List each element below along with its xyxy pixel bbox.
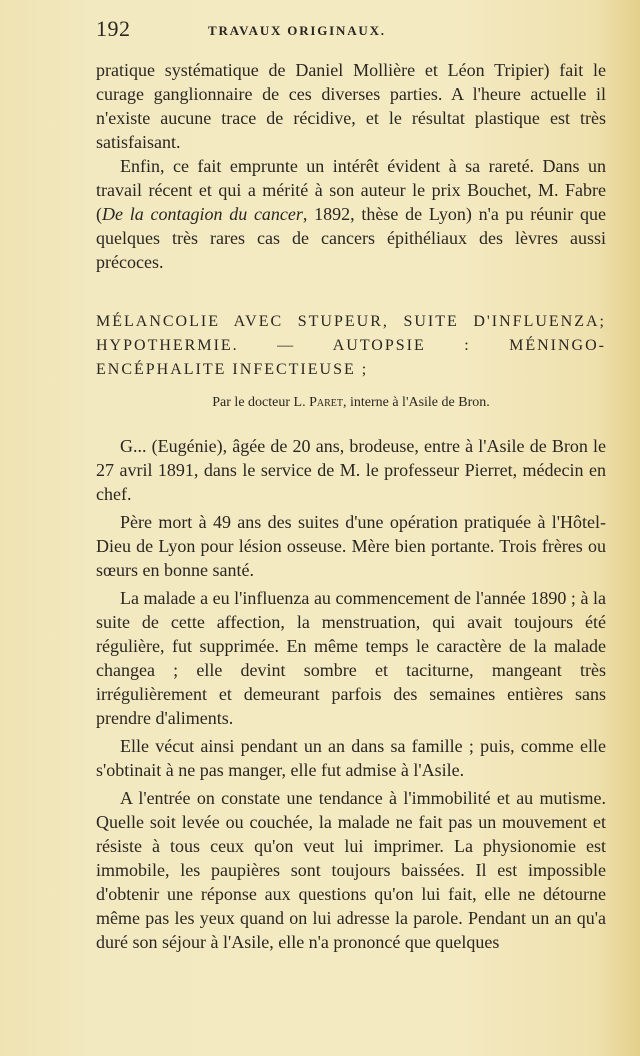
page-number: 192 [96,16,131,41]
byline-suffix: , interne à l'Asile de Bron. [342,395,490,410]
page-body [96,58,606,954]
paragraph: Elle vécut ainsi pendant un an dans sa famille ; puis, comme elle s'obtinait à ne pas manger, elle fut admise à l'Asile. [96,736,606,780]
page-header [96,16,576,44]
running-title: TRAVAUX ORIGINAUX. [208,23,386,38]
cited-title: De la contagion du cancer [102,204,303,224]
paragraph: La malade a eu l'influenza au commencement de l'année 1890 ; à la suite de cette affection, la menstruation, qui avait toujours été régulière, fut supprimée. En même temps le caractère de la malade changea ; elle devint sombre et taciturne, mangeant très irrégulièrement et demeurant parfois des semaines entières sans prendre d'aliments. [96,588,606,728]
paragraph [96,154,606,274]
byline-prefix: Par le docteur L. [212,395,310,410]
paragraph: pratique systématique de Daniel Mollière et Léon Tripier) fait le curage ganglionnaire de ces diverses parties. A l'heure actuelle il n'existe aucune trace de récidive, et le résultat plastique est très satisfaisant. [96,60,606,152]
author-name: Paret [309,395,343,410]
paragraph: A l'entrée on constate une tendance à l'immobilité et au mutisme. Quelle soit levée ou couchée, la malade ne fait pas un mouvement et résiste à tous ceux qu'on veut lui imprimer. La physionomie est immobile, les paupières sont toujours baissées. Il est impossible d'obtenir une réponse aux questions qu'on lui fait, elle ne détourne même pas les yeux quand on lui adresse la parole. Pendant un an qu'a duré son séjour à l'Asile, elle n'a prononcé que quelques [96,788,606,952]
paragraph: Père mort à 49 ans des suites d'une opération pratiquée à l'Hôtel-Dieu de Lyon pour lésion osseuse. Mère bien portante. Trois frères ou sœurs en bonne santé. [96,512,606,580]
paragraph: G... (Eugénie), âgée de 20 ans, brodeuse, entre à l'Asile de Bron le 27 avril 1891, dans le service de M. le professeur Pierret, médecin en chef. [96,436,606,504]
author-byline [96,392,606,414]
paragraph-text: , 1892, thèse de Lyon) n'a pu réunir que quelques très rares cas de cancers épithéliaux des lèvres aussi précoces. [96,204,607,272]
section-title: MÉLANCOLIE AVEC STUPEUR, SUITE D'INFLUENZA; HYPOTHERMIE. — AUTOPSIE : MÉNINGO-ENCÉPHALITE INFECTIEUSE ; [96,313,606,378]
paragraph-text: Enfin, ce fait emprunte un intérêt évident à sa rareté. Dans un travail récent et qui a mérité à son auteur le prix Bouchet, M. Fabre ( [96,156,606,224]
